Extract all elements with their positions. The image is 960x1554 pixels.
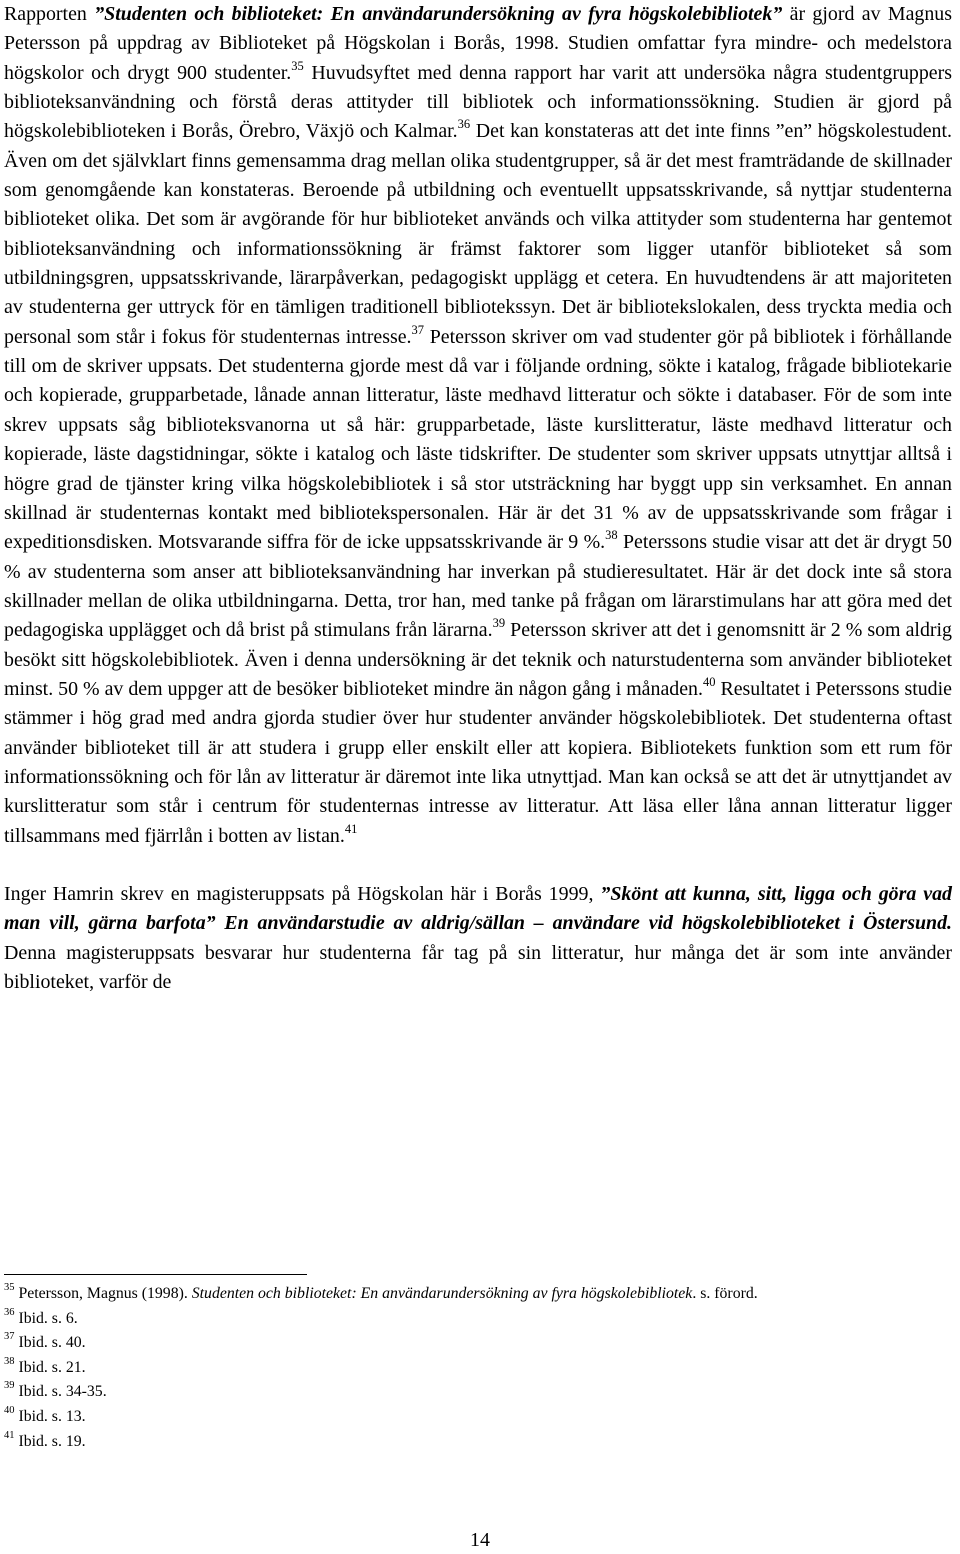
footnote-ref-40[interactable]: 40 (702, 674, 716, 689)
footnote-ref-35[interactable]: 35 (291, 58, 304, 73)
footnote-separator (4, 1274, 307, 1275)
footnote-number: 35 (4, 1282, 15, 1293)
footnote-36 (4, 1307, 952, 1332)
footnote-38 (4, 1356, 952, 1381)
footnote-text: Ibid. s. 21. (14, 1358, 86, 1376)
footnote-number: 37 (4, 1331, 15, 1343)
footnote-number: 41 (4, 1429, 15, 1441)
footnote-text: Ibid. s. 6. (14, 1309, 78, 1327)
footnote-ref-38[interactable]: 38 (605, 528, 618, 543)
body-paragraph-1 (4, 0, 952, 851)
text-segment: Inger Hamrin skrev en magisteruppsats på Högskolan här i Borås 1999, (4, 882, 601, 905)
footnote-text: . s. förord. (692, 1285, 758, 1302)
footnote-text: Petersson, Magnus (1998). (14, 1285, 192, 1302)
footnote-number: 40 (4, 1404, 15, 1416)
footnote-text: Ibid. s. 19. (14, 1432, 86, 1450)
thesis-title: ”Skönt att kunna, sitt, ligga och göra vad man vill, gärna barfota” En användarstudie av aldrig/sällan – användare vid högskolebiblioteket i Östersund. (4, 882, 953, 935)
footnote-39 (4, 1380, 952, 1405)
footnote-ref-37[interactable]: 37 (411, 322, 424, 337)
footnote-title: Studenten och biblioteket: En användarundersökning av fyra högskolebibliotek (191, 1285, 693, 1302)
text-segment: Peterssons studie visar att det är drygt 50 % av studenterna som anser att biblioteksanvändning har inverkan på studieresultatet. Här är det dock inte så stora skillnader mellan de olika utbildningarna. Detta, tror han, med tanke på frågan om lärarstimulans har att göra med det pedagogiska upplägget och då brist på stimulans från lärarna. (4, 531, 952, 642)
text-segment: Petersson skriver om vad studenter gör på bibliotek i förhållande till om de skriver uppsats. Det studenterna gjorde mest då var i följande ordning, sökte i katalog, frågade bibliotekarie och kopierade, grupparbetade, lånade annan litteratur, läste medhavd litteratur och sökte i databaser. För de som inte skrev uppsats såg biblioteksvanorna ut så här: grupparbetade, läste kurslitteratur, läste medhavd litteratur och kopierade, läste dagstidningar, sökte i katalog och läste tidskrifter. De studenter som skriver uppsats utnyttjar alltså i högre grad de tjänster kring vilka högskolebibliotek i så stor utsträckning har byggt upp sin verksamhet. En annan skillnad är studenternas kontakt med bibliotekspersonalen. Här är det 31 % av de uppsatsskrivande som frågar i expeditionsdisken. Motsvarande siffra för de icke uppsatsskrivande är 9 %. (4, 325, 952, 554)
document-page (4, 0, 952, 997)
text-segment: Huvudsyftet med denna rapport har varit att undersöka några studentgruppers biblioteksanvändning och förstå deras attityder till bibliotek och informationssökning. Studien är gjord på högskolebiblioteken i Borås, Örebro, Växjö och Kalmar. (4, 61, 952, 143)
footnote-41 (4, 1430, 952, 1455)
footnotes (4, 1282, 952, 1454)
footnote-40 (4, 1405, 952, 1430)
text-segment: Resultatet i Peterssons studie stämmer i hög grad med andra gjorda studier över hur studenter använder högskolebibliotek. Det studenterna oftast använder biblioteket till är att studera i grupp eller enskilt eller att kopiera. Bibliotekets funktion som ett rum för informationssökning och för lån av litteratur är däremot inte lika utnyttjad. Man kan också se att det är utnyttjandet av kurslitteratur som står i centrum för studenternas intresse av litteratur. Att läsa eller låna annan litteratur ligger tillsammans med fjärrlån i botten av listan. (4, 677, 952, 847)
text-segment: är gjord av Magnus Petersson på uppdrag av Biblioteket på Högskolan i Borås, 1998. Studien omfattar fyra mindre- och medelstora högskolor och drygt 900 studenter. (4, 3, 952, 84)
footnote-number: 39 (4, 1380, 15, 1392)
footnote-text: Ibid. s. 40. (14, 1334, 86, 1352)
footnote-ref-41[interactable]: 41 (344, 821, 358, 836)
body-paragraph-2 (4, 880, 952, 997)
footnote-ref-39[interactable]: 39 (492, 616, 506, 631)
footnote-ref-36[interactable]: 36 (457, 117, 471, 132)
footnote-number: 38 (4, 1355, 15, 1367)
page-number: 14 (470, 1529, 490, 1551)
footnote-37 (4, 1331, 952, 1356)
footnote-text: Ibid. s. 13. (14, 1407, 86, 1425)
footnote-number: 36 (4, 1306, 15, 1318)
footnote-text: Ibid. s. 34-35. (14, 1383, 107, 1401)
text-segment: Petersson skriver att det i genomsnitt är 2 % som aldrig besökt sitt högskolebibliotek. Även i denna undersökning är det teknik och naturstudenterna som använder biblioteket minst. 50 % av dem uppger att de besöker biblioteket mindre än någon gång i månaden. (4, 619, 953, 700)
footnote-35 (4, 1282, 952, 1307)
text-segment: Det kan konstateras att det inte finns ”en” högskolestudent. Även om det självklart finns gemensamma drag mellan olika studentgrupper, så är det mest framträdande de skillnader som genomgående kan konstateras. Beroende på utbildning och eventuellt uppsatsskrivande, så nyttjar studenterna biblioteket olika. Det som är avgörande för hur biblioteket används och vilka attityder som studenterna har gentemot biblioteksanvändning och informationssökning är främst faktorer som ligger utanför biblioteket så som utbildningsgren, uppsatsskrivande, lärarpåverkan, pedagogiskt upplägg et cetera. En huvudtendens är att majoriteten av studenterna ger uttryck för en tämligen traditionell bibliotekssyn. Det är bibliotekslokalen, dess tryckta media och personal som står i fokus för studenternas intresse. (4, 120, 952, 348)
report-title: ”Studenten och biblioteket: En användarundersökning av fyra högskolebibliotek” (94, 3, 783, 25)
text-segment: Rapporten (4, 3, 95, 25)
text-segment: Denna magisteruppsats besvarar hur studenterna får tag på sin litteratur, hur många det är som inte använder biblioteket, varför de (4, 941, 952, 993)
